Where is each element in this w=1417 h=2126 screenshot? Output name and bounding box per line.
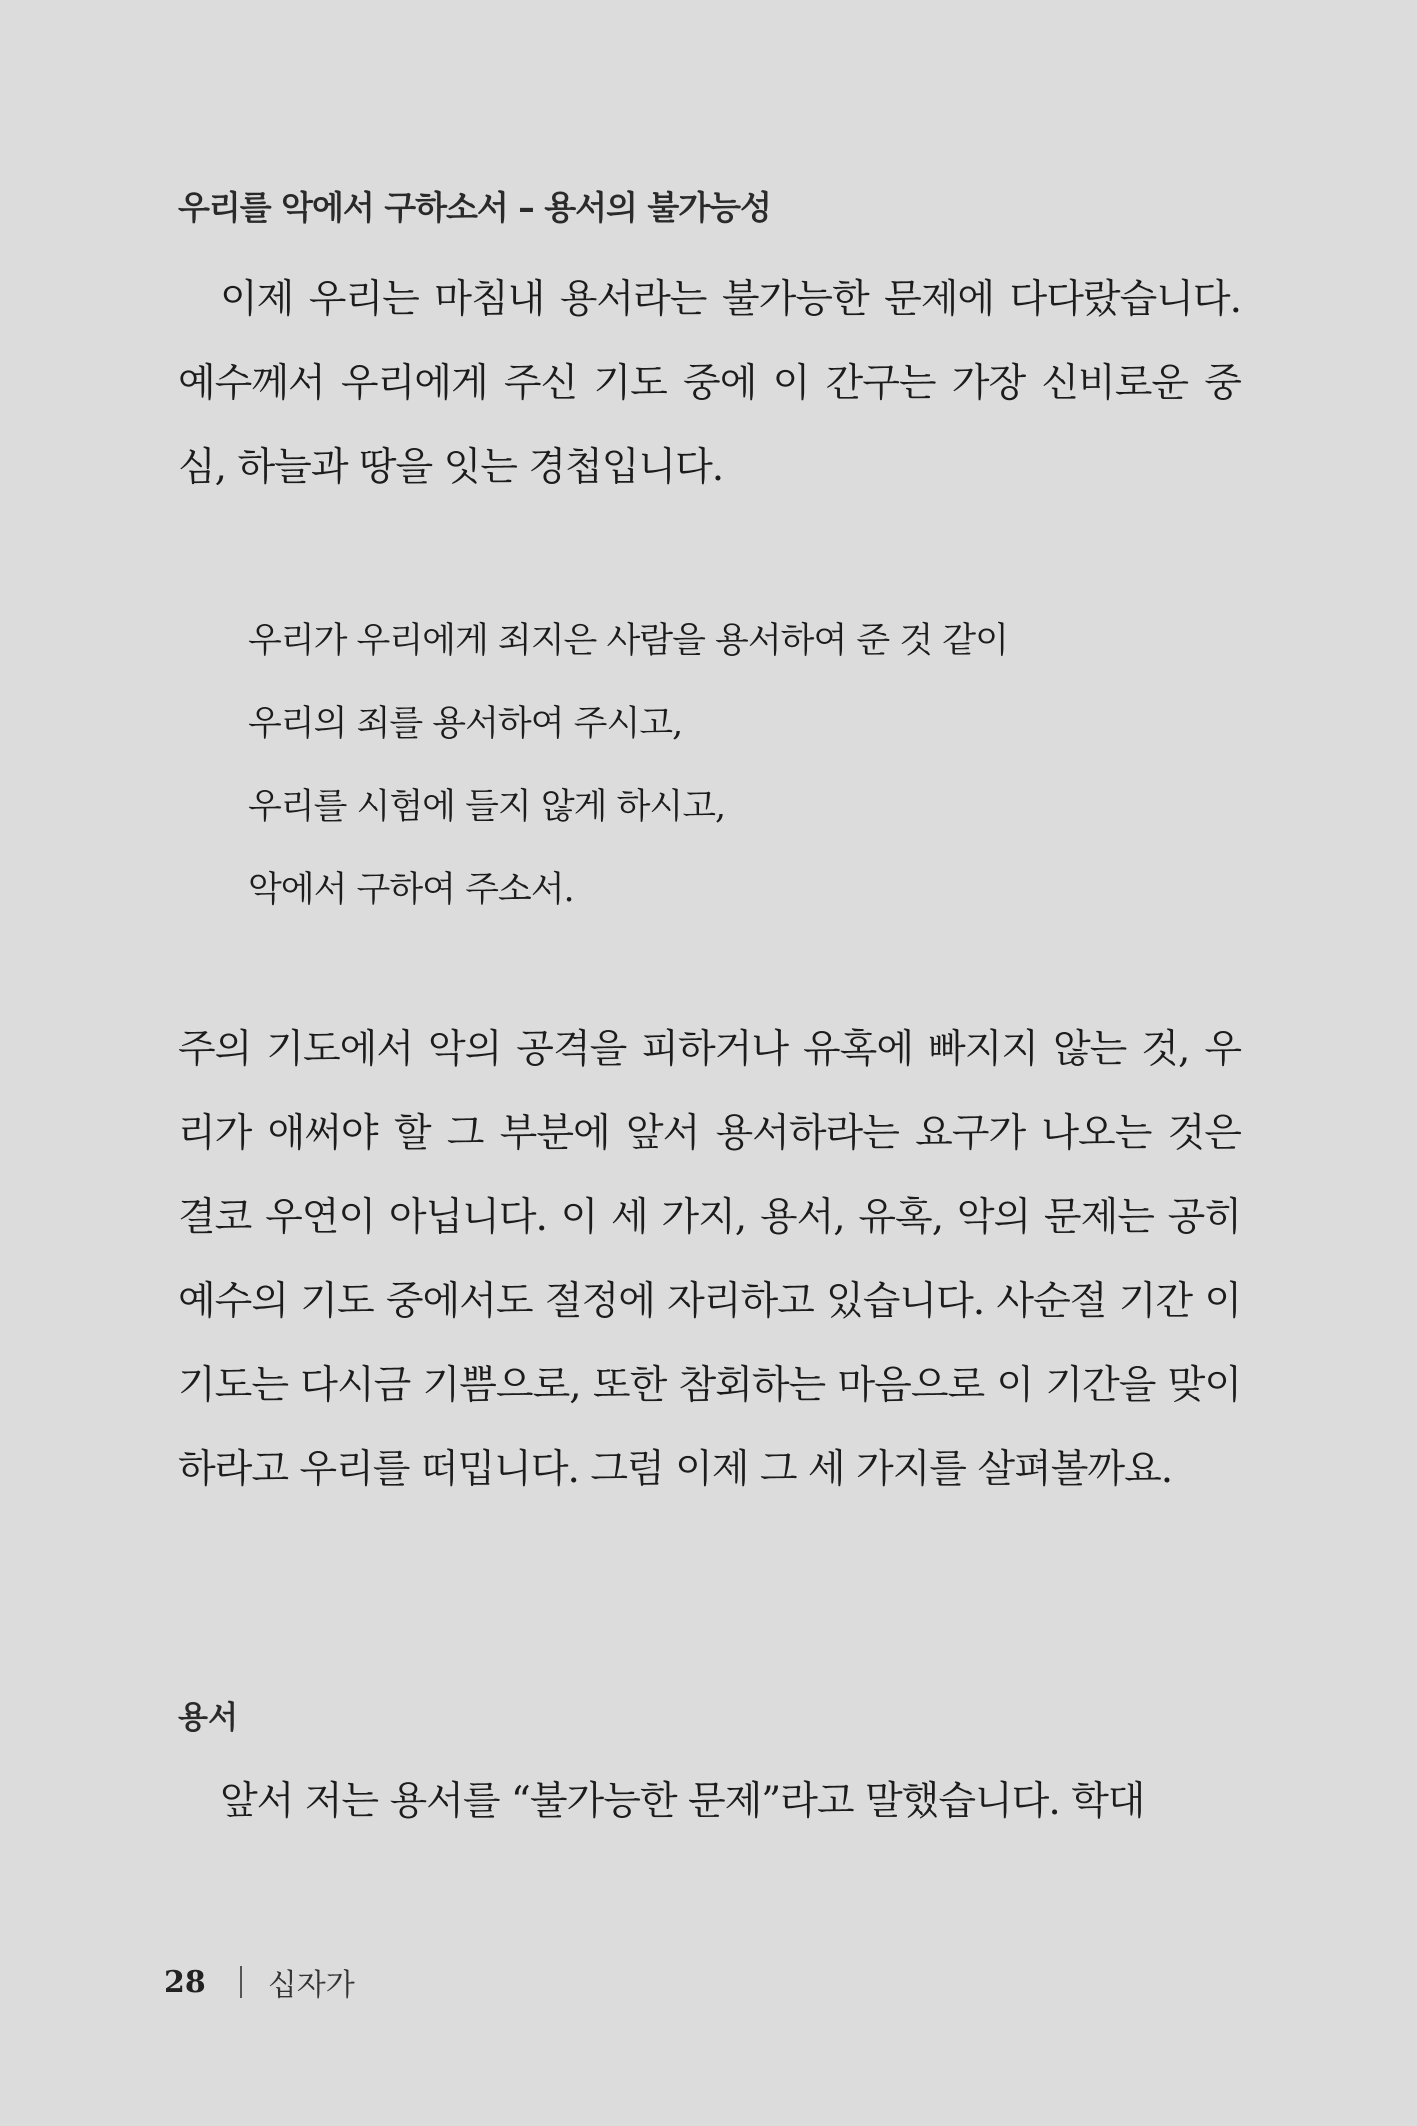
running-book-title: 십자가 [267,1968,355,2003]
prayer-quote [248,600,1008,932]
prayer-line: 우리를 시험에 들지 않게 하시고, [248,787,726,827]
body-paragraph-three-things: 주의 기도에서 악의 공격을 피하거나 유혹에 빠지지 않는 것, 우리가 애써야 할 그 부분에 앞서 용서하라는 요구가 나오는 것은 결코 우연이 아닙니다. 이 세 가지, 용서, 유혹, 악의 문제는 공히 예수의 기도 중에서도 절정에 자리하고 있습니다. 사순절 기간 이 기도는 다시금 기쁨으로, 또한 참회하는 마음으로 이 기간을 맞이하라고 우리를 떠밉니다. 그럼 이제 그 세 가지를 살펴볼까요. [178,1027,1241,1492]
prayer-line: 악에서 구하여 주소서. [248,870,574,910]
page-footer [164,1960,355,2004]
sub-heading-forgiveness: 용서 [178,1700,238,1736]
body-paragraph-forgiveness: 앞서 저는 용서를 “불가능한 문제”라고 말했습니다. 학대 [220,1779,1145,1824]
prayer-line: 우리가 우리에게 죄지은 사람을 용서하여 준 것 같이 [248,621,1008,661]
section-heading: 우리를 악에서 구하소서 – 용서의 불가능성 [178,188,771,227]
footer-divider [240,1966,242,1998]
prayer-line: 우리의 죄를 용서하여 주시고, [248,704,683,744]
body-paragraph-intro: 이제 우리는 마침내 용서라는 불가능한 문제에 다다랐습니다. 예수께서 우리에게 주신 기도 중에 이 간구는 가장 신비로운 중심, 하늘과 땅을 잇는 경첩입니다. [178,277,1241,490]
page-number: 28 [164,1964,206,2000]
